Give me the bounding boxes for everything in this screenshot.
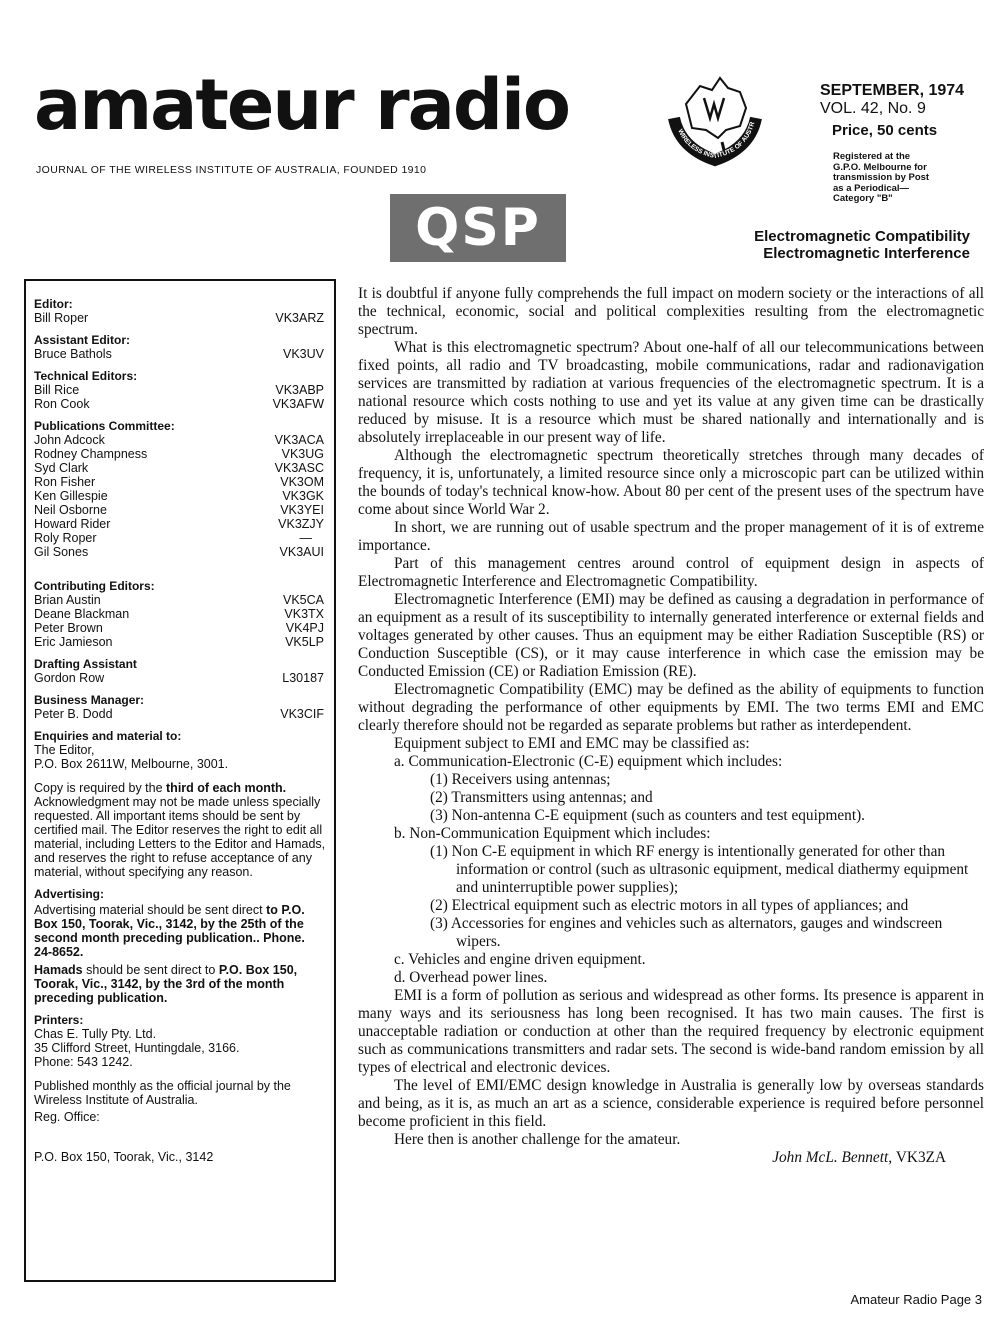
copy-note: [34, 781, 326, 879]
printer-phone: Phone: 543 1242.: [34, 1055, 133, 1069]
staff-call: —: [299, 531, 312, 545]
staff-name: Ken Gillespie: [34, 489, 108, 503]
staff-row: [34, 311, 326, 325]
staff-name: Gordon Row: [34, 671, 105, 685]
reg-office-address: P.O. Box 150, Toorak, Vic., 3142: [34, 1150, 214, 1164]
staff-row: [34, 545, 326, 559]
issue-volume: VOL. 42, No. 9: [820, 100, 926, 117]
role-technical-editors: Technical Editors:: [34, 369, 138, 383]
staff-row: [34, 433, 326, 447]
staff-row: [34, 447, 326, 461]
staff-name: Peter B. Dodd: [34, 707, 113, 721]
staff-name: John Adcock: [34, 433, 105, 447]
page-footer: Amateur Radio Page 3: [850, 1292, 982, 1307]
staff-call: VK5CA: [283, 593, 324, 607]
staff-name: Ron Cook: [34, 397, 90, 411]
enquiries-address: P.O. Box 2611W, Melbourne, 3001.: [34, 757, 229, 771]
role-advertising: Advertising:: [34, 887, 105, 901]
role-contributing-editors: Contributing Editors:: [34, 579, 155, 593]
qsp-label: QSP: [415, 198, 541, 258]
article-paragraph: What is this electromagnetic spectrum? About one-half of all our telecommunications between fixed points, all radio and TV broadcasting, mobile communications, radar and radionavigation services are transmitted by radiation at various frequencies of the electromagnetic spectrum. It is a national resource which costs nothing to use and yet its value at any given time can be drastically reduced by misuse. It is a resource which must be shared nationally and internationally and is absolutely irreplaceable in our present way of life.: [358, 339, 984, 446]
hamads-label: Hamads: [34, 963, 83, 977]
staff-name: Eric Jamieson: [34, 635, 113, 649]
article-paragraph: EMI is a form of pollution as serious and widespread as other forms. Its presence is apparent in many ways and its seriousness has long been recognised. It has two main causes. The first is unacceptable radiation or conduction at other than the required frequency by electronic equipment such as communications transmitters and radar sets. The second is wide-band random emission by all types of electrical and electronic devices.: [358, 987, 984, 1076]
article-paragraph: It is doubtful if anyone fully comprehends the full impact on modern society or the interactions of all the technical, economic, social and political complexities resulting from the electromagnetic spectrum.: [358, 285, 984, 338]
staff-call: VK3AUI: [279, 545, 324, 559]
advertising-note: [34, 903, 326, 959]
registration-note: Registered at the G.P.O. Melbourne for transmission by Post as a Periodical— Category "B": [833, 151, 930, 204]
staff-call: VK3AFW: [272, 397, 324, 411]
article-paragraph: Equipment subject to EMI and EMC may be classified as:: [394, 735, 750, 752]
staff-row: [34, 635, 326, 649]
list-item: c. Vehicles and engine driven equipment.: [394, 951, 646, 968]
staff-name: Bruce Bathols: [34, 347, 112, 361]
staff-name: Rodney Champness: [34, 447, 148, 461]
staff-call: L30187: [282, 671, 324, 685]
list-item: (2) Electrical equipment such as electric motors in all types of appliances; and: [430, 897, 909, 914]
published-note: Published monthly as the official journal by the Wireless Institute of Australia.: [34, 1079, 291, 1107]
advertising-lead: Advertising material should be sent direct: [34, 903, 267, 917]
role-enquiries: Enquiries and material to:: [34, 729, 182, 743]
staff-call: VK3TX: [284, 607, 324, 621]
journal-subtitle: JOURNAL OF THE WIRELESS INSTITUTE OF AUSTRALIA, FOUNDED 1910: [36, 164, 427, 176]
printer-name: Chas E. Tully Pty. Ltd.: [34, 1027, 157, 1041]
hamads-details: P.O. Box 150, Toorak, Vic., 3142, by the 3rd of the month preceding publication.: [34, 963, 298, 1005]
seal-lettering: WIRELESS INSTITUTE OF AUSTR: [676, 121, 757, 161]
role-assistant-editor: Assistant Editor:: [34, 333, 131, 347]
list-item: (3) Accessories for engines and vehicles such as alternators, gauges and windscreen wipers.: [430, 915, 943, 950]
staff-call: VK3OM: [280, 475, 324, 489]
author-signature: [358, 1149, 984, 1167]
staff-name: Brian Austin: [34, 593, 101, 607]
copy-note-lead: Copy is required by the: [34, 781, 167, 795]
role-publications-committee: Publications Committee:: [34, 419, 175, 433]
qsp-banner: [390, 194, 566, 262]
article-paragraph: Here then is another challenge for the amateur.: [394, 1131, 681, 1148]
copy-note-rest: Acknowledgment may not be made unless specially requested. All important items should be sent by certified mail. The Editor reserves the right to edit all material, including Letters to the Editor and Hamads, and reserves the right to refuse acceptance of any material, without specifying any reason.: [34, 795, 326, 879]
staff-name: Deane Blackman: [34, 607, 130, 621]
article-body: [358, 285, 984, 1167]
list-item: (2) Transmitters using antennas; and: [430, 789, 653, 806]
advertising-details: to P.O. Box 150, Toorak, Vic., 3142, by the 25th of the second month preceding publication.. Phone. 24-8652.: [34, 903, 305, 959]
article-paragraph: Electromagnetic Compatibility (EMC) may be defined as the ability of equipments to function without degrading the performance of other equipments by EMI. The two terms EMI and EMC clearly therefore should not be regarded as separate problems but rather as interdependent.: [358, 681, 984, 734]
list-item: a. Communication-Electronic (C-E) equipment which includes:: [394, 753, 783, 770]
article-heading: [754, 228, 970, 262]
staff-call: VK3UV: [283, 347, 324, 361]
article-paragraph: The level of EMI/EMC design knowledge in Australia is generally low by overseas standards and being, as it is, as much an art as a science, considerable experience is required before personnel become proficient in this field.: [358, 1077, 984, 1130]
staff-name: Bill Rice: [34, 383, 80, 397]
staff-name: Neil Osborne: [34, 503, 107, 517]
staff-row: [34, 489, 326, 503]
staff-call: VK3CIF: [280, 707, 324, 721]
issue-date: SEPTEMBER, 1974: [820, 82, 965, 99]
list-item: (1) Non C-E equipment in which RF energy is intentionally generated for other than information or control (such as ultrasonic equipment, medical diathermy equipment and uninterruptible power supplies);: [430, 843, 969, 896]
staff-name: Gil Sones: [34, 545, 89, 559]
staff-row: [34, 593, 326, 607]
staff-name: Ron Fisher: [34, 475, 96, 489]
staff-name: Howard Rider: [34, 517, 111, 531]
staff-row: [34, 517, 326, 531]
hamads-mid: should be sent direct to: [82, 963, 219, 977]
staff-box: [24, 279, 336, 1282]
article-paragraph: In short, we are running out of usable spectrum and the proper management of it is of extreme importance.: [358, 519, 984, 554]
author-callsign: VK3ZA: [895, 1149, 946, 1166]
masthead-title: amateur radio: [34, 64, 570, 146]
staff-row: [34, 607, 326, 621]
staff-row: [34, 475, 326, 489]
staff-row: [34, 383, 326, 397]
article-paragraph: Electromagnetic Interference (EMI) may be defined as causing a degradation in performance of an equipment as a result of its susceptibility to internally generated interference or external fields and voltages generated by other causes. Thus an equipment may be either Radiation Susceptible (RS) or Conduction Susceptible (CS), or it may cause interference in which case the emission may be Conducted Emission (CE) or Radiation Emission (RE).: [358, 591, 984, 680]
list-item: (3) Non-antenna C-E equipment (such as counters and test equipment).: [430, 807, 865, 824]
staff-name: Roly Roper: [34, 531, 97, 545]
copy-note-deadline: third of each month.: [166, 781, 287, 795]
reg-office-label: Reg. Office:: [34, 1110, 100, 1124]
staff-call: VK3YEI: [280, 503, 324, 517]
staff-call: VK3ACA: [274, 433, 324, 447]
role-editor: Editor:: [34, 297, 73, 311]
hamads-note: [34, 963, 326, 1005]
issue-price: Price, 50 cents: [832, 122, 938, 139]
staff-call: VK5LP: [285, 635, 324, 649]
staff-name: Bill Roper: [34, 311, 89, 325]
staff-row: [34, 671, 326, 685]
printer-address: 35 Clifford Street, Huntingdale, 3166.: [34, 1041, 240, 1055]
staff-name: Syd Clark: [34, 461, 89, 475]
staff-row: [34, 347, 326, 361]
role-printers: Printers:: [34, 1013, 84, 1027]
staff-row: [34, 397, 326, 411]
staff-row: [34, 707, 326, 721]
staff-call: VK3ASC: [274, 461, 324, 475]
enquiries-line: The Editor,: [34, 743, 95, 757]
staff-call: VK3ARZ: [275, 311, 324, 325]
heading-line-emc: Electromagnetic Compatibility: [754, 228, 970, 245]
role-drafting-assistant: Drafting Assistant: [34, 657, 137, 671]
staff-row: [34, 503, 326, 517]
heading-line-emi: Electromagnetic Interference: [763, 245, 970, 262]
staff-call: VK3GK: [282, 489, 324, 503]
article-paragraph: Part of this management centres around control of equipment design in aspects of Electromagnetic Interference and Electromagnetic Compatibility.: [358, 555, 984, 590]
wia-seal-logo: [660, 68, 770, 168]
staff-call: VK3ABP: [275, 383, 324, 397]
staff-call: VK3UG: [281, 447, 324, 461]
author-name: John McL. Bennett,: [772, 1149, 893, 1166]
article-paragraph: Although the electromagnetic spectrum theoretically stretches through many decades of frequency, it is, unfortunately, a limited resource since only a microscopic part can be utilized within the bounds of today's technical know-how. About 80 per cent of the present uses of the spectrum have come about since World War 2.: [358, 447, 984, 518]
list-item: b. Non-Communication Equipment which includes:: [394, 825, 711, 842]
staff-call: VK4PJ: [285, 621, 324, 635]
staff-row: [34, 621, 326, 635]
role-business-manager: Business Manager:: [34, 693, 145, 707]
list-item: (1) Receivers using antennas;: [430, 771, 611, 788]
staff-name: Peter Brown: [34, 621, 103, 635]
list-item: d. Overhead power lines.: [394, 969, 548, 986]
staff-call: VK3ZJY: [278, 517, 324, 531]
staff-row: [34, 461, 326, 475]
staff-row: [34, 531, 326, 545]
